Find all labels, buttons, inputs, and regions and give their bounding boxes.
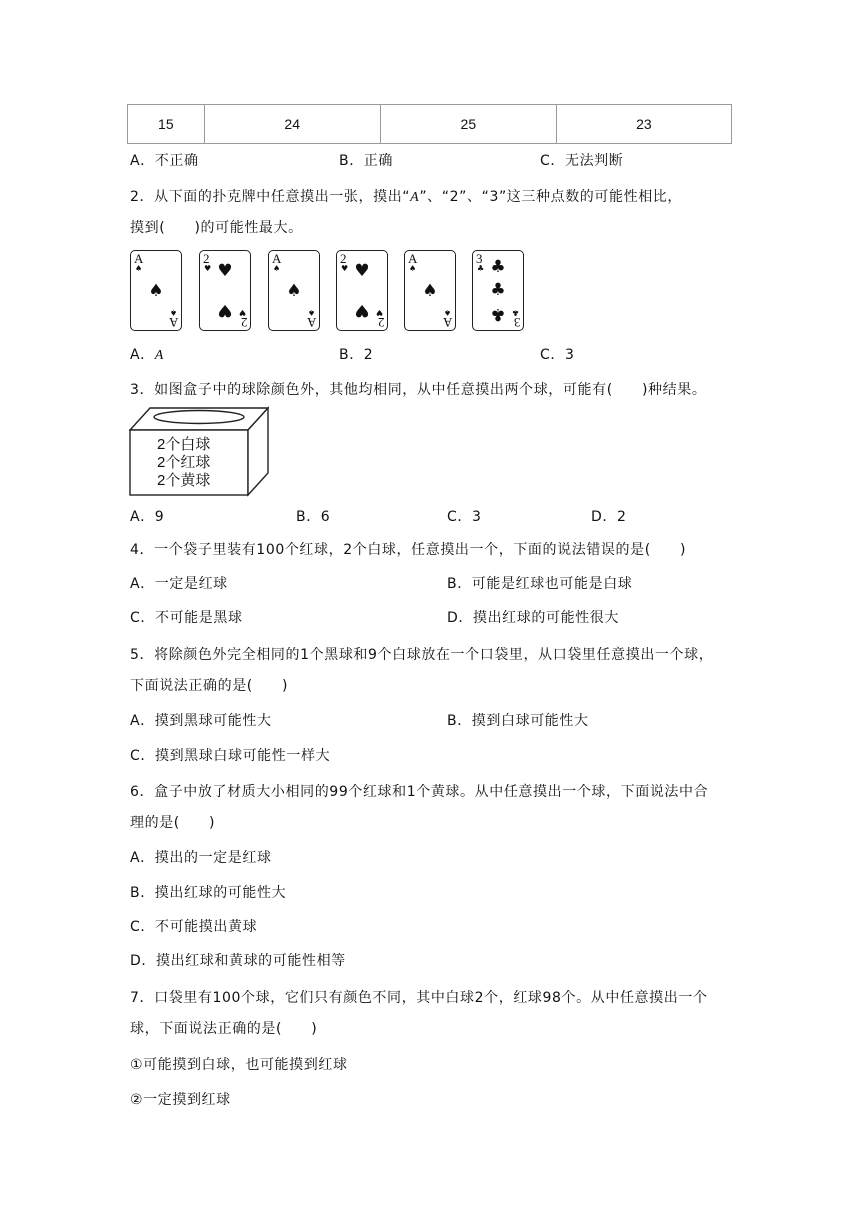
- q2-option-b[interactable]: B．2: [339, 347, 374, 363]
- q4-option-c[interactable]: C．不可能是黑球: [130, 610, 243, 626]
- q6-option-c[interactable]: C．不可能摸出黄球: [130, 919, 258, 935]
- spade-icon: ♠: [148, 281, 164, 301]
- q2-question-line1: [130, 187, 682, 208]
- q4-question: 4．一个袋子里装有100个红球，2个白球，任意摸出一个，下面的说法错误的是( ): [130, 542, 687, 558]
- q2-text-part2: ”、“2”、“3”这三种点数的可能性相比，: [419, 189, 683, 205]
- q4-option-a[interactable]: A．一定是红球: [130, 576, 228, 592]
- table-cell: 23: [556, 105, 731, 144]
- q3-option-d[interactable]: D．2: [591, 509, 627, 525]
- card-suit-icon: ♣: [511, 308, 519, 317]
- playing-card: [268, 250, 320, 331]
- q6-option-b[interactable]: B．摸出红球的可能性大: [130, 885, 287, 901]
- card-rank: A: [442, 315, 452, 330]
- q6-question-line1: 6．盒子中放了材质大小相同的99个红球和1个黄球。从中任意摸出一个球，下面说法中合: [130, 784, 709, 800]
- card-suit-icon: ♥: [375, 308, 383, 317]
- card-suit-icon: ♠: [273, 264, 281, 273]
- box-label-white: 2个白球: [157, 436, 211, 453]
- heart-icon: ♥: [354, 300, 370, 320]
- q5-option-a[interactable]: A．摸到黑球可能性大: [130, 713, 272, 729]
- q4-option-d[interactable]: D．摸出红球的可能性很大: [447, 610, 619, 626]
- q7-question-line2: 球，下面说法正确的是( ): [130, 1021, 318, 1037]
- playing-card: [130, 250, 182, 331]
- q3-option-b[interactable]: B．6: [296, 509, 331, 525]
- table-cell: 15: [128, 105, 205, 144]
- q3-option-c[interactable]: C．3: [447, 509, 482, 525]
- q2-option-a-prefix: A．: [130, 347, 155, 363]
- q5-question-line1: 5．将除颜色外完全相同的1个黑球和9个白球放在一个口袋里，从口袋里任意摸出一个球，: [130, 647, 714, 663]
- card-rank: A: [272, 251, 282, 266]
- card-suit-icon: ♠: [169, 308, 177, 317]
- q5-option-c[interactable]: C．摸到黑球白球可能性一样大: [130, 748, 331, 764]
- q6-option-a[interactable]: A．摸出的一定是红球: [130, 850, 272, 866]
- q2-option-a-value: A: [154, 348, 164, 363]
- card-rank: A: [168, 315, 178, 330]
- q2-text-part1: 2．从下面的扑克牌中任意摸出一张，摸出“: [130, 189, 411, 205]
- card-rank: 2: [240, 315, 247, 330]
- card-suit-icon: ♣: [477, 264, 485, 273]
- q6-question-line2: 理的是( ): [130, 815, 216, 831]
- box-label-yellow: 2个黄球: [157, 472, 211, 489]
- card-suit-icon: ♠: [443, 308, 451, 317]
- q6-option-d[interactable]: D．摸出红球和黄球的可能性相等: [130, 953, 346, 969]
- q5-option-b[interactable]: B．摸到白球可能性大: [447, 713, 589, 729]
- card-rank: 3: [513, 315, 520, 330]
- club-icon: ♣: [490, 257, 506, 277]
- q1-option-c[interactable]: C．无法判断: [540, 153, 624, 169]
- box-label-red: 2个红球: [157, 454, 211, 471]
- q3-option-a[interactable]: A．9: [130, 509, 165, 525]
- heart-icon: ♥: [354, 261, 370, 281]
- card-rank: 3: [476, 251, 483, 266]
- card-rank: A: [134, 251, 144, 266]
- heart-icon: ♥: [217, 300, 233, 320]
- card-suit-icon: ♥: [341, 264, 349, 273]
- q5-question-line2: 下面说法正确的是( ): [130, 678, 289, 694]
- q7-statement-1: ①可能摸到白球，也可能摸到红球: [130, 1057, 348, 1073]
- table-cell: 24: [204, 105, 380, 144]
- q7-statement-2: ②一定摸到红球: [130, 1092, 231, 1108]
- card-rank: 2: [203, 251, 210, 266]
- q7-question-line1: 7．口袋里有100个球，它们只有颜色不同，其中白球2个，红球98个。从中任意摸出一个: [130, 990, 708, 1006]
- card-suit-icon: ♠: [307, 308, 315, 317]
- q2-option-c[interactable]: C．3: [540, 347, 575, 363]
- q3-question: 3．如图盒子中的球除颜色外，其他均相同，从中任意摸出两个球，可能有( )种结果。: [130, 382, 707, 398]
- q2-question-line2: 摸到( )的可能性最大。: [130, 220, 303, 236]
- club-icon: ♣: [490, 304, 506, 324]
- card-rank: A: [408, 251, 418, 266]
- data-table: [127, 104, 732, 144]
- spade-icon: ♠: [286, 281, 302, 301]
- card-rank: 2: [377, 315, 384, 330]
- playing-card: [472, 250, 524, 331]
- playing-card: [404, 250, 456, 331]
- card-rank: A: [306, 315, 316, 330]
- card-suit-icon: ♠: [135, 264, 143, 273]
- card-suit-icon: ♥: [238, 308, 246, 317]
- table-cell: 25: [380, 105, 556, 144]
- q1-option-a[interactable]: A．不正确: [130, 153, 199, 169]
- q2-option-a[interactable]: [130, 345, 164, 366]
- q2-text-a: A: [410, 190, 420, 205]
- heart-icon: ♥: [217, 261, 233, 281]
- card-suit-icon: ♠: [409, 264, 417, 273]
- card-suit-icon: ♥: [204, 264, 212, 273]
- playing-card: [199, 250, 251, 331]
- q4-option-b[interactable]: B．可能是红球也可能是白球: [447, 576, 633, 592]
- club-icon: ♣: [490, 280, 506, 300]
- card-rank: 2: [340, 251, 347, 266]
- q1-option-b[interactable]: B．正确: [339, 153, 394, 169]
- table-row: [128, 105, 732, 144]
- spade-icon: ♠: [422, 281, 438, 301]
- playing-card: [336, 250, 388, 331]
